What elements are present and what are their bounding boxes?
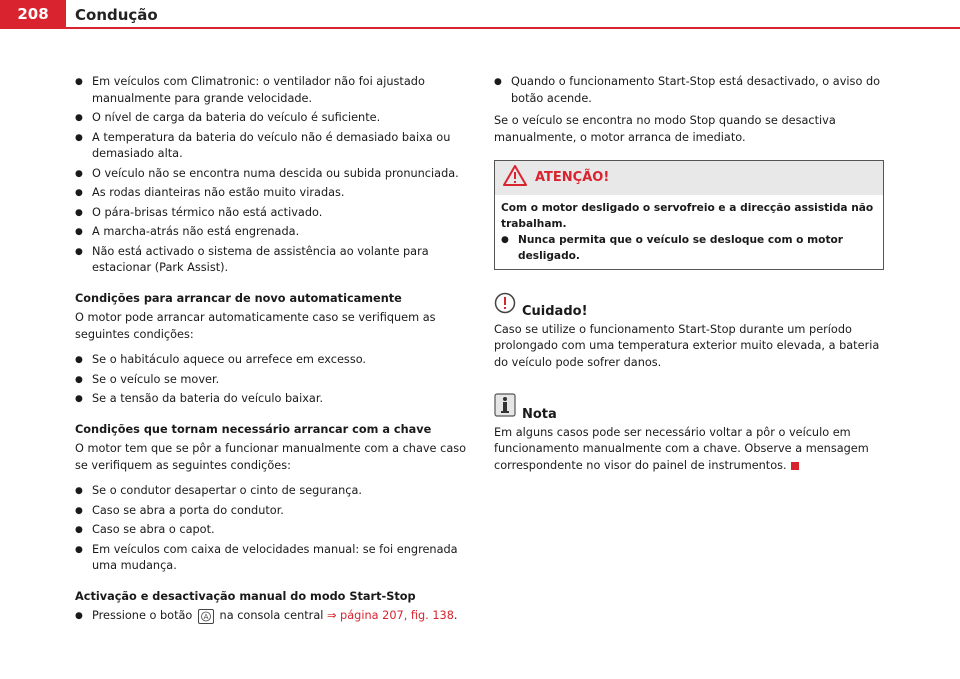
section-text: O motor tem que se pôr a funcionar manualmente com a chave caso se verifiquem as seguintes condições: [75,442,467,472]
bullet-item: ● A temperatura da bateria do veículo não é demasiado baixa ou demasiado alta. [75,130,470,163]
svg-text:A: A [203,612,209,621]
warning-triangle-icon [503,165,527,192]
note-info-icon [494,393,516,423]
bullet-item: ● Se o habitáculo aquece ou arrefece em excesso. [75,352,470,369]
bullet-item: ● Não está activado o sistema de assistência ao volante para estacionar (Park Assist). [75,244,470,277]
bullet-text-after: na consola central [219,609,324,622]
warning-header [495,161,883,195]
bullet-item: ● Caso se abra a porta do condutor. [75,503,470,520]
section-text: O motor pode arrancar automaticamente caso se verifiquem as seguintes condições: [75,311,436,341]
note-header [494,393,886,423]
right-column [494,74,886,477]
section-heading: Condições para arrancar de novo automaticamente [75,291,402,305]
note-text-wrap [494,425,886,475]
warning-title: ATENÇÃO! [535,169,610,185]
bullet-item [75,608,470,625]
bullet-item: ● Se a tensão da bateria do veículo baixar. [75,391,470,408]
page-number: 208 [0,0,66,28]
bullet-item: ● O pára-brisas térmico não está activado. [75,205,470,222]
caution-title: Cuidado! [522,303,588,319]
warning-body [495,195,883,269]
bullet-item: ● O nível de carga da bateria do veículo é suficiente. [75,110,470,127]
page-reference-link[interactable]: ⇒ página 207, fig. 138 [327,609,454,622]
note-text: Em alguns casos pode ser necessário voltar a pôr o veículo em funcionamento manualmente com a chave. Observe a mensagem correspondente no visor do painel de instrumentos. [494,425,869,472]
bullet-item: ● Se o veículo se mover. [75,372,470,389]
header-rule [0,27,960,29]
caution-text: Caso se utilize o funcionamento Start-Stop durante um período prolongado com uma temperatura exterior muito elevada, a bateria do veículo pode sofrer danos. [494,322,880,369]
bullet-text-end: . [453,609,458,622]
section-heading: Activação e desactivação manual do modo Start-Stop [75,589,416,603]
paragraph: Se o veículo se encontra no modo Stop quando se desactiva manualmente, o motor arranca de imediato. [494,114,836,144]
bullet-item: ● A marcha-atrás não está engrenada. [75,224,470,241]
end-of-section-icon [791,462,799,470]
bullet-item: ● Em veículos com Climatronic: o ventilador não foi ajustado manualmente para grande velocidade. [75,74,470,107]
bullet-item: ● Se o condutor desapertar o cinto de segurança. [75,483,470,500]
note-title: Nota [522,406,557,422]
caution-exclamation-icon [494,292,516,320]
start-stop-key-icon [198,609,214,624]
page-title: Condução [75,6,158,24]
caution-header [494,292,886,320]
bullet-item: ● Quando o funcionamento Start-Stop está desactivado, o aviso do botão acende. [494,74,886,107]
warning-text: Com o motor desligado o servofreio e a direcção assistida não trabalham. [501,202,874,230]
warning-bullet: ● Nunca permita que o veículo se desloque com o motor desligado. [501,232,877,264]
section-heading: Condições que tornam necessário arrancar com a chave [75,422,432,436]
bullet-item: ● O veículo não se encontra numa descida ou subida pronunciada. [75,166,470,183]
bullet-item: ● Caso se abra o capot. [75,522,470,539]
bullet-item: ● Em veículos com caixa de velocidades manual: se foi engrenada uma mudança. [75,542,470,575]
bullet-item: ● As rodas dianteiras não estão muito viradas. [75,185,470,202]
warning-box [494,160,884,270]
left-column [75,74,470,628]
bullet-text-before: Pressione o botão [92,609,193,622]
